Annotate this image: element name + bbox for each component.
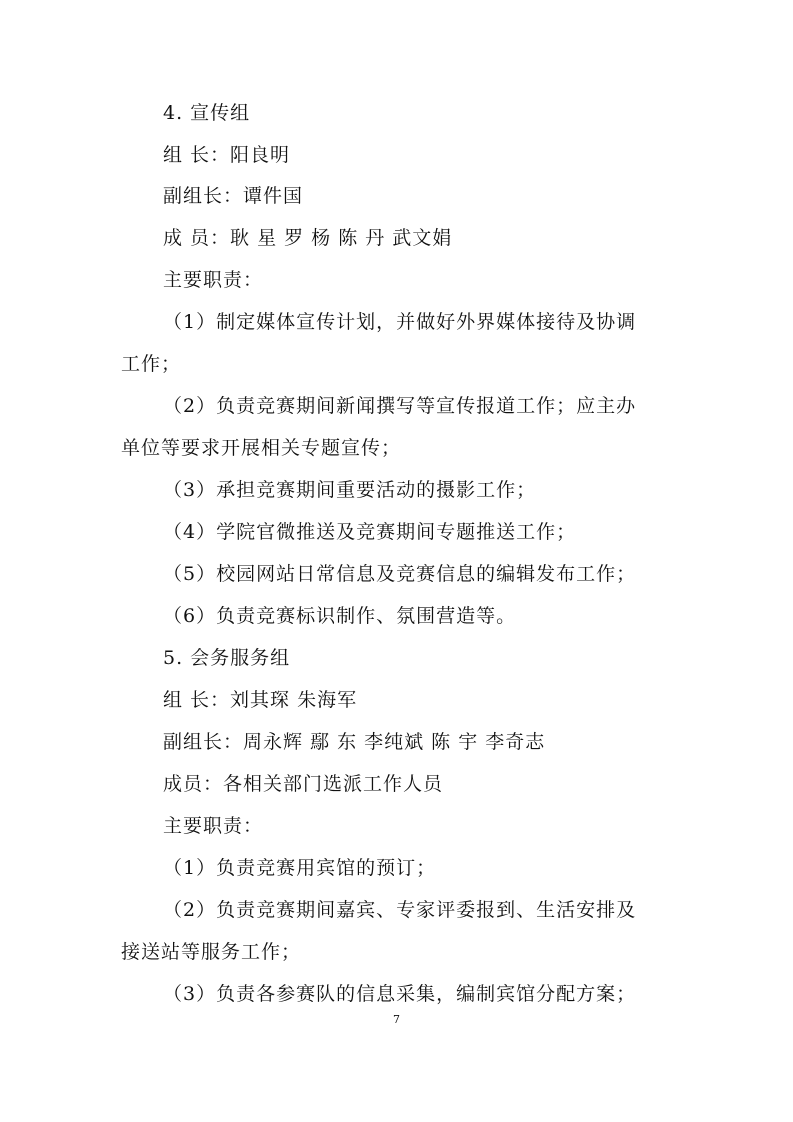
duty-item: （5）校园网站日常信息及竞赛信息的编辑发布工作； [163, 563, 637, 585]
duty-item: （4）学院官微推送及竞赛期间专题推送工作； [163, 521, 577, 543]
members-line: 成员：各相关部门选派工作人员 [163, 773, 444, 795]
deputy-leader-line: 副组长：谭件国 [163, 185, 304, 207]
duty-item: （2）负责竞赛期间嘉宾、专家评委报到、生活安排及 [163, 899, 637, 921]
main-duties-label: 主要职责： [163, 815, 264, 837]
duty-item: （1）制定媒体宣传计划，并做好外界媒体接待及协调 [163, 311, 637, 333]
duty-item: （2）负责竞赛期间新闻撰写等宣传报道工作；应主办 [163, 395, 637, 417]
duty-item-continuation: 接送站等服务工作； [121, 941, 302, 963]
section-heading-conference-service: 5. 会务服务组 [163, 647, 291, 669]
duty-item: （3）负责各参赛队的信息采集，编制宾馆分配方案； [163, 983, 637, 1005]
section-heading-publicity: 4. 宣传组 [163, 102, 251, 124]
group-leader-line: 组 长：阳良明 [163, 144, 291, 166]
duty-item: （6）负责竞赛标识制作、氛围营造等。 [163, 605, 517, 627]
main-duties-label: 主要职责： [163, 269, 264, 291]
group-leader-line: 组 长：刘其琛 朱海军 [163, 689, 358, 711]
members-line: 成 员：耿 星 罗 杨 陈 丹 武文娟 [163, 227, 453, 249]
deputy-leader-line: 副组长：周永辉 鄢 东 李纯斌 陈 宇 李奇志 [163, 731, 546, 753]
duty-item-continuation: 单位等要求开展相关专题宣传； [121, 437, 402, 459]
page-number: 7 [393, 1013, 400, 1026]
duty-item-continuation: 工作； [121, 353, 182, 375]
duty-item: （3）承担竞赛期间重要活动的摄影工作； [163, 479, 537, 501]
duty-item: （1）负责竞赛用宾馆的预订； [163, 857, 437, 879]
